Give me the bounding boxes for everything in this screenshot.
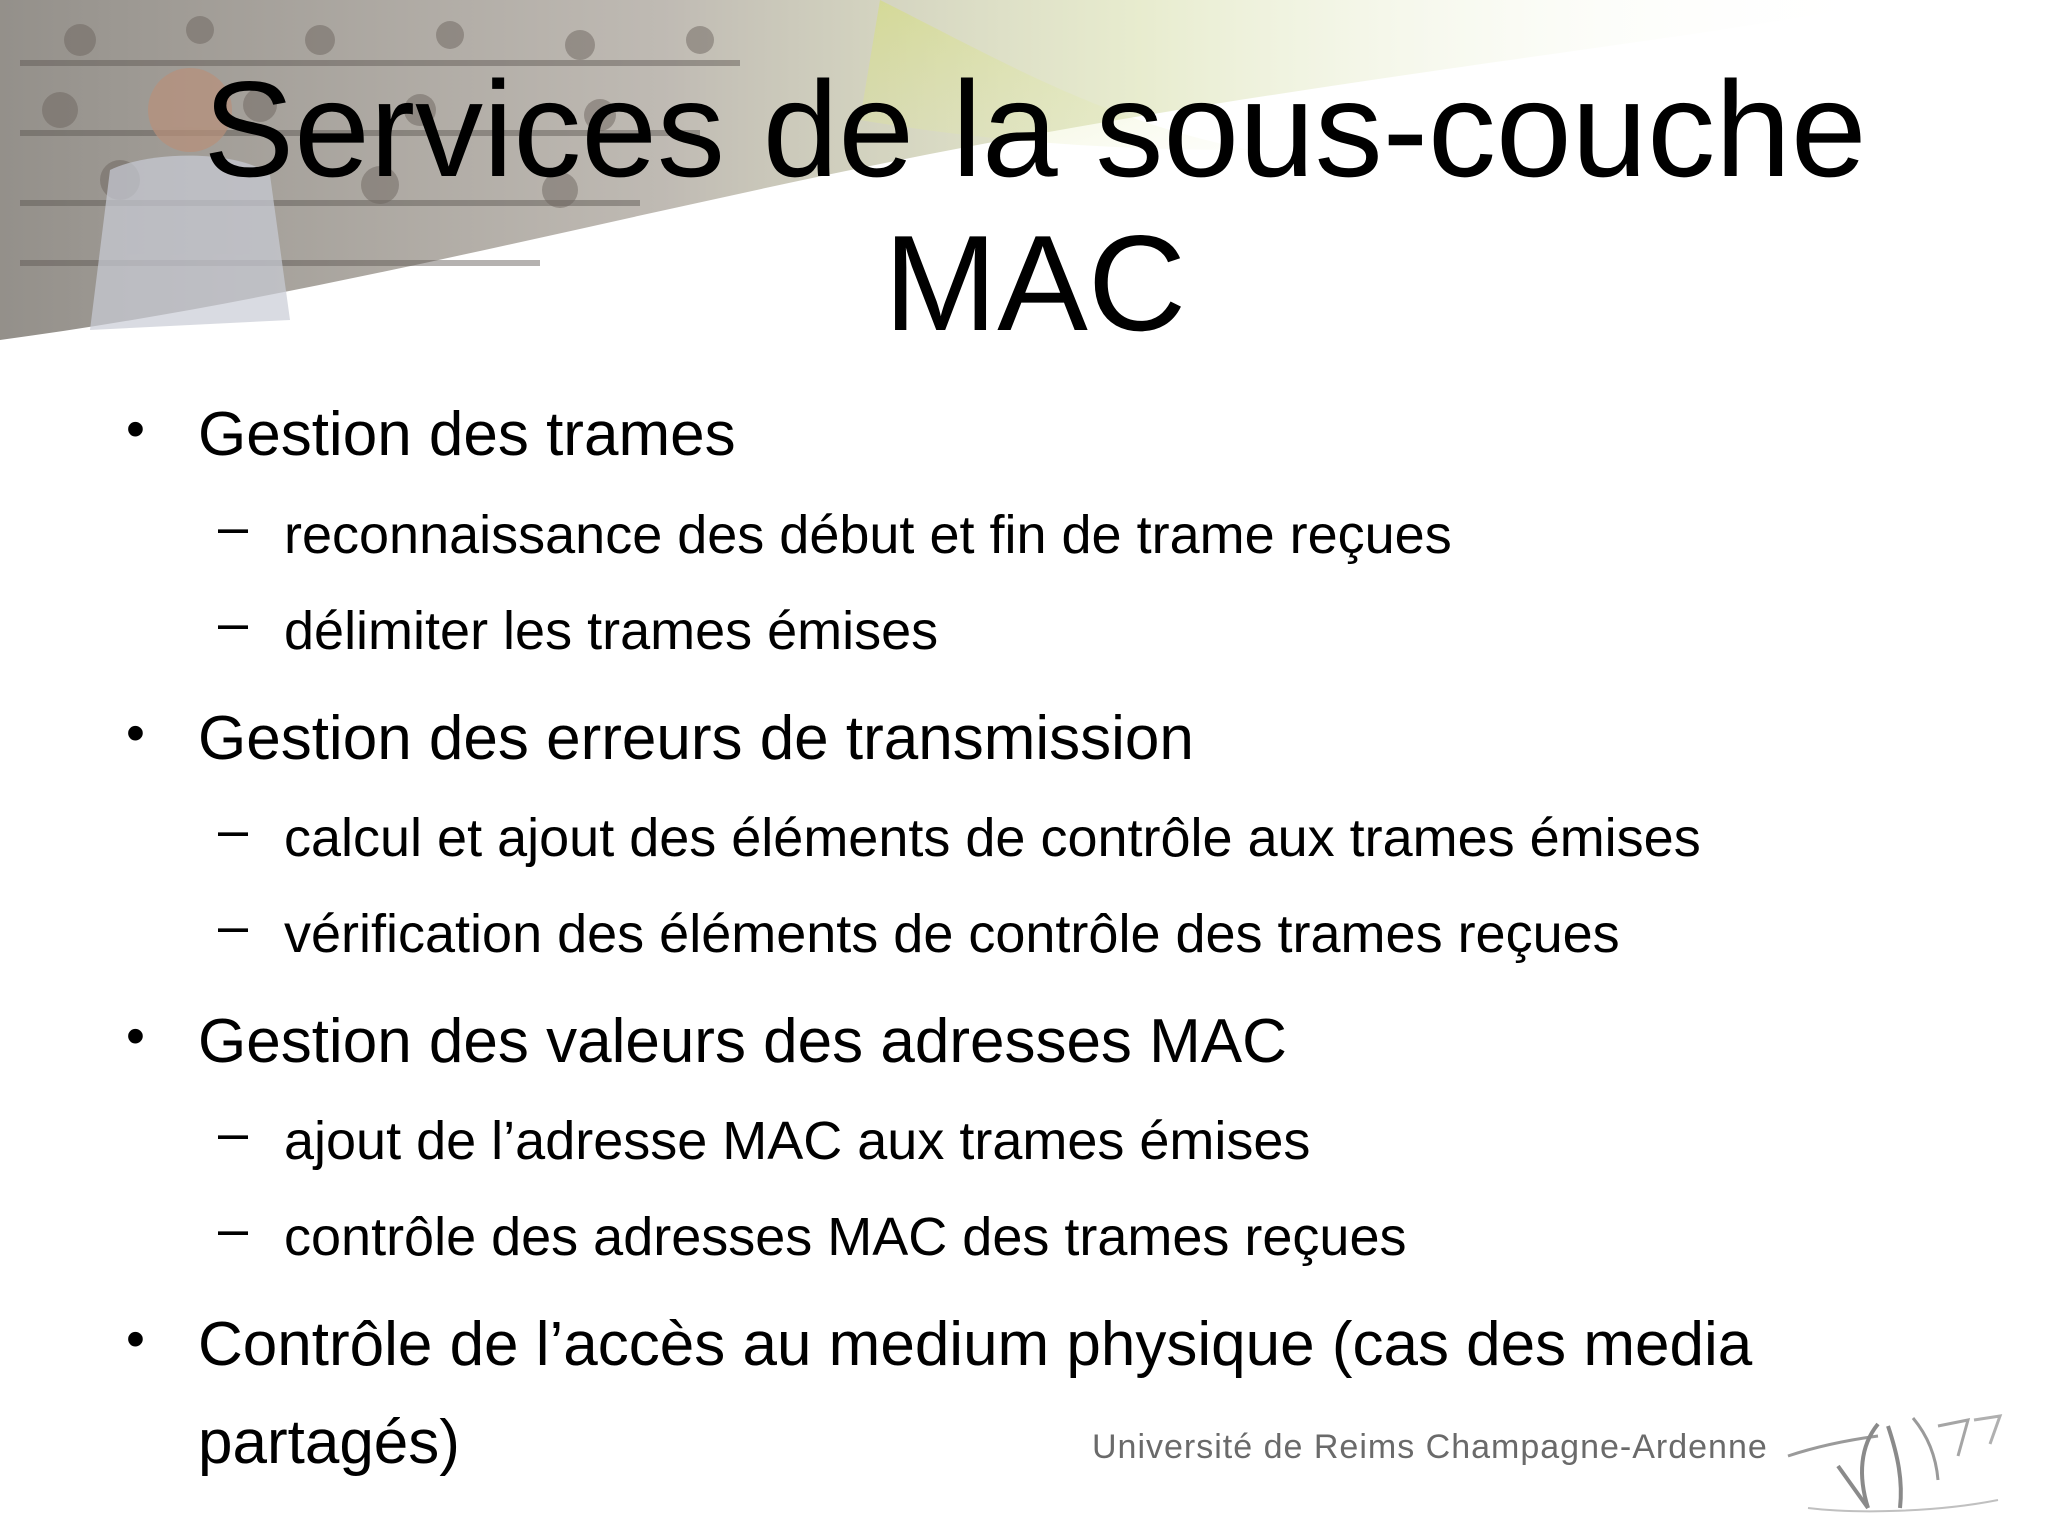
bullet-icon: • — [126, 399, 145, 459]
sub-bullet-text: reconnaissance des début et fin de trame reçues — [284, 505, 1452, 565]
sub-bullet-text: délimiter les trames émises — [284, 601, 939, 661]
bullet-text: Gestion des erreurs de transmission — [198, 704, 1194, 773]
bullet-item — [126, 993, 1287, 1091]
slide-title-line2: MAC — [883, 207, 1187, 359]
sub-bullet-item — [218, 800, 1701, 873]
dash-icon: – — [218, 800, 249, 860]
dash-icon: – — [218, 896, 249, 956]
sub-bullet-text: contrôle des adresses MAC des trames reçues — [284, 1207, 1407, 1267]
bullet-item — [126, 690, 1194, 788]
sub-bullet-item — [218, 1199, 1407, 1272]
dash-icon: – — [218, 593, 249, 653]
dash-icon: – — [218, 1103, 249, 1163]
sub-bullet-text: ajout de l’adresse MAC aux trames émises — [284, 1111, 1311, 1171]
bullet-text: Contrôle de l’accès au medium physique (cas des media — [198, 1310, 1753, 1379]
footer-university-name: Université de Reims Champagne-Ardenne — [1092, 1428, 1768, 1466]
bullet-item-continuation — [198, 1394, 460, 1492]
sub-bullet-item — [218, 497, 1452, 570]
sub-bullet-item — [218, 593, 939, 666]
bullet-text: partagés) — [198, 1408, 460, 1477]
bullet-icon: • — [126, 703, 145, 763]
sub-bullet-text: vérification des éléments de contrôle des trames reçues — [284, 904, 1620, 964]
bullet-text: Gestion des valeurs des adresses MAC — [198, 1007, 1287, 1076]
bullet-icon: • — [126, 1309, 145, 1369]
dash-icon: – — [218, 1199, 249, 1259]
bullet-item — [126, 386, 736, 484]
bullet-item — [126, 1296, 1753, 1394]
bullet-icon: • — [126, 1006, 145, 1066]
sub-bullet-text: calcul et ajout des éléments de contrôle aux trames émises — [284, 808, 1701, 868]
sub-bullet-item — [218, 896, 1620, 969]
dash-icon: – — [218, 497, 249, 557]
sub-bullet-item — [218, 1103, 1311, 1176]
university-logo-icon — [1778, 1396, 2008, 1516]
bullet-text: Gestion des trames — [198, 400, 736, 469]
slide-title-line1: Services de la sous-couche — [203, 53, 1867, 205]
